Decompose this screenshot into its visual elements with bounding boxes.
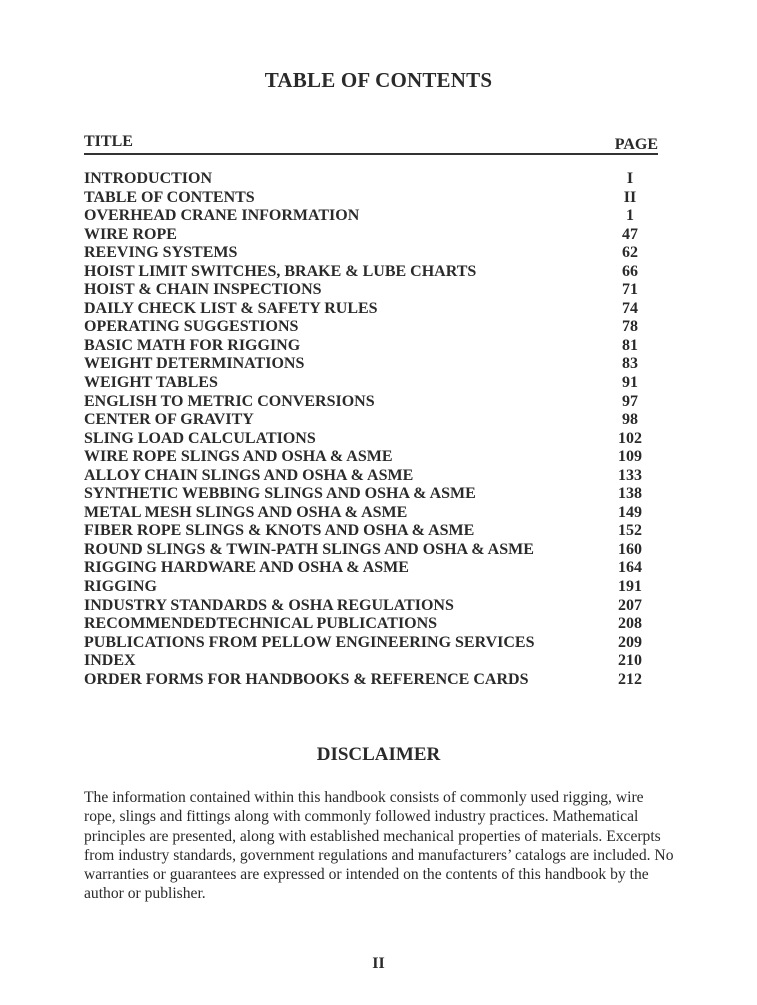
toc-entry-title: HOIST LIMIT SWITCHES, BRAKE & LUBE CHARTS <box>84 262 477 280</box>
toc-entry-title: INTRODUCTION <box>84 170 213 187</box>
toc-entry <box>84 467 650 486</box>
toc-entry-title: ROUND SLINGS & TWIN-PATH SLINGS AND OSHA & ASME <box>84 540 534 558</box>
toc-entry-page: I <box>626 170 634 187</box>
toc-entry-title: INDEX <box>84 652 136 670</box>
toc-entry-title: BASIC MATH FOR RIGGING <box>84 336 301 354</box>
toc-list <box>84 170 650 689</box>
disclaimer-heading: DISCLAIMER <box>316 744 441 765</box>
toc-entry-page: 207 <box>618 596 642 614</box>
toc-entry <box>84 448 650 467</box>
toc-entry-page: 212 <box>618 670 642 688</box>
toc-entry <box>84 652 650 671</box>
toc-entry <box>84 504 650 523</box>
toc-entry-page: 1 <box>626 207 634 225</box>
toc-entry-page: 71 <box>622 281 638 299</box>
toc-entry-title: WEIGHT DETERMINATIONS <box>84 355 305 373</box>
toc-entry-page: 138 <box>618 485 642 503</box>
toc-entry <box>84 485 650 504</box>
toc-entry <box>84 671 650 690</box>
toc-entry-page: II <box>623 188 637 206</box>
toc-entry-title: RIGGING HARDWARE AND OSHA & ASME <box>84 559 409 577</box>
toc-entry <box>84 355 650 374</box>
toc-entry-page: 149 <box>618 503 642 521</box>
toc-entry-title: OPERATING SUGGESTIONS <box>84 318 299 336</box>
toc-entry-page: 81 <box>622 336 638 354</box>
toc-entry-title: FIBER ROPE SLINGS & KNOTS AND OSHA & ASME <box>84 522 475 540</box>
page-number: II <box>372 955 385 972</box>
toc-entry-title: ALLOY CHAIN SLINGS AND OSHA & ASME <box>84 466 414 484</box>
toc-entry-title: RIGGING <box>84 578 157 596</box>
toc-entry <box>84 244 650 263</box>
toc-entry <box>84 226 650 245</box>
toc-entry-title: METAL MESH SLINGS AND OSHA & ASME <box>84 503 408 521</box>
toc-entry-title: RECOMMENDEDTECHNICAL PUBLICATIONS <box>84 615 438 633</box>
toc-entry-title: REEVING SYSTEMS <box>84 244 238 262</box>
toc-entry-title: ORDER FORMS FOR HANDBOOKS & REFERENCE CARDS <box>84 670 529 688</box>
toc-entry-title: INDUSTRY STANDARDS & OSHA REGULATIONS <box>84 596 454 614</box>
toc-entry-title: SLING LOAD CALCULATIONS <box>84 429 316 447</box>
toc-entry-page: 74 <box>622 299 638 317</box>
toc-entry-title: WEIGHT TABLES <box>84 374 218 392</box>
toc-entry-title: PUBLICATIONS FROM PELLOW ENGINEERING SERVICES <box>84 633 535 651</box>
toc-entry-title: SYNTHETIC WEBBING SLINGS AND OSHA & ASME <box>84 485 476 503</box>
toc-entry-page: 209 <box>618 633 642 651</box>
toc-entry <box>84 263 650 282</box>
toc-entry <box>84 170 650 189</box>
toc-entry-title: WIRE ROPE <box>84 225 177 243</box>
toc-entry-page: 133 <box>618 466 642 484</box>
toc-entry-page: 164 <box>618 559 642 577</box>
toc-entry-page: 47 <box>622 225 638 243</box>
toc-entry-page: 191 <box>618 578 642 596</box>
toc-entry <box>84 189 650 208</box>
toc-entry <box>84 634 650 653</box>
toc-entry-page: 102 <box>618 429 642 447</box>
toc-entry <box>84 337 650 356</box>
toc-entry <box>84 374 650 393</box>
toc-entry <box>84 615 650 634</box>
toc-entry-page: 152 <box>618 522 642 540</box>
toc-entry-title: CENTER OF GRAVITY <box>84 411 254 429</box>
toc-entry-title: OVERHEAD CRANE INFORMATION <box>84 207 360 225</box>
toc-entry-title: TABLE OF CONTENTS <box>84 188 255 206</box>
toc-entry-page: 83 <box>622 355 638 373</box>
toc-entry <box>84 393 650 412</box>
toc-entry <box>84 559 650 578</box>
toc-entry <box>84 318 650 337</box>
toc-entry <box>84 578 650 597</box>
toc-entry-title: ENGLISH TO METRIC CONVERSIONS <box>84 392 375 410</box>
toc-header <box>84 131 658 155</box>
toc-entry <box>84 522 650 541</box>
toc-entry-page: 160 <box>618 540 642 558</box>
toc-entry-page: 62 <box>622 244 638 262</box>
toc-entry-page: 109 <box>618 448 642 466</box>
toc-entry-title: HOIST & CHAIN INSPECTIONS <box>84 281 322 299</box>
toc-entry <box>84 430 650 449</box>
page-title: TABLE OF CONTENTS <box>264 68 493 92</box>
toc-entry-title: DAILY CHECK LIST & SAFETY RULES <box>84 299 378 317</box>
toc-entry-page: 78 <box>622 318 638 336</box>
toc-entry-page: 98 <box>622 411 638 429</box>
toc-entry-page: 97 <box>622 392 638 410</box>
toc-entry <box>84 300 650 319</box>
toc-entry <box>84 597 650 616</box>
toc-entry-title: WIRE ROPE SLINGS AND OSHA & ASME <box>84 448 393 466</box>
toc-entry-page: 208 <box>618 615 642 633</box>
toc-entry <box>84 541 650 560</box>
toc-entry <box>84 281 650 300</box>
toc-entry <box>84 411 650 430</box>
disclaimer-text: The information contained within this handbook consists of commonly used rigging, wire rope, slings and fittings along with commonly followed industry practices. Mathematical principles are presented, along with established mechanical properties of materials. Excerpts from industry standards, government regulations and manufacturers’ catalogs are included. No warranties or guarantees are expressed or intended on the contents of this handbook by the author or publisher. <box>84 789 674 903</box>
page-column-header: PAGE <box>614 136 658 153</box>
toc-entry-page: 210 <box>618 652 642 670</box>
toc-entry-page: 66 <box>622 262 638 280</box>
title-column-header: TITLE <box>84 133 133 150</box>
toc-entry-page: 91 <box>622 374 638 392</box>
toc-entry <box>84 207 650 226</box>
